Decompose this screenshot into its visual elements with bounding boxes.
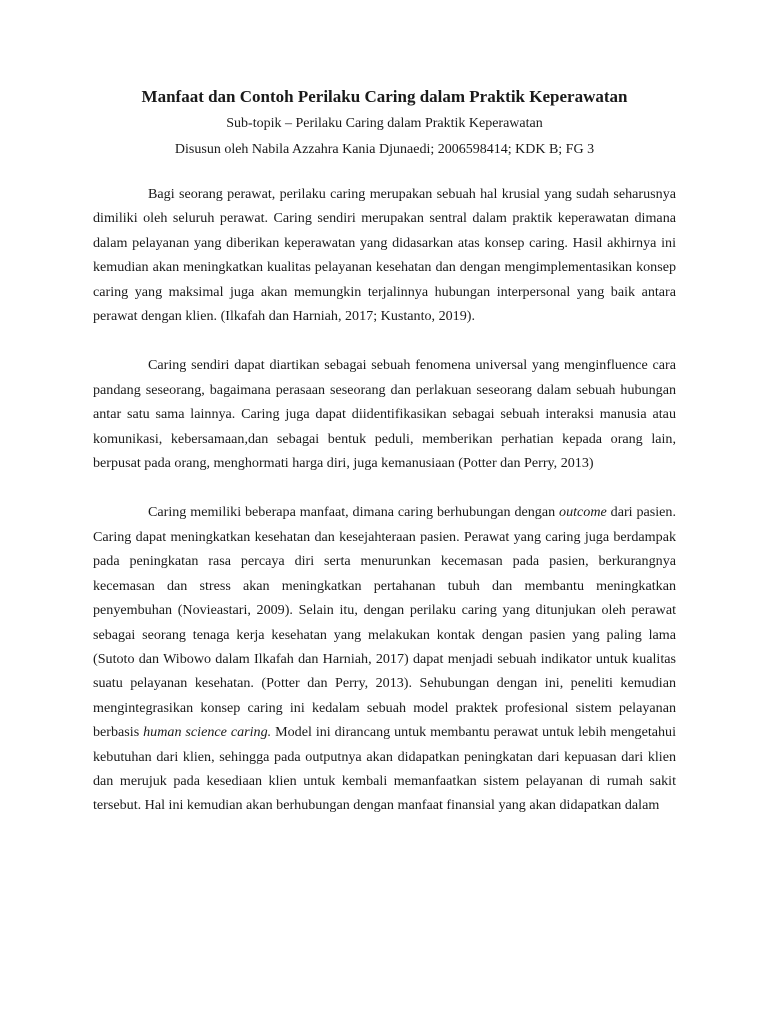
paragraph-3-italic-outcome: outcome <box>559 504 607 521</box>
document-subtitle: Sub-topik – Perilaku Caring dalam Praktik Keperawatan <box>226 116 543 131</box>
paragraph-3 <box>93 500 676 817</box>
paragraph-3-text-part-1: Caring memiliki beberapa manfaat, dimana caring berhubungan dengan <box>148 504 560 521</box>
paragraph-3-text-part-3: Model ini dirancang untuk membantu perawat untuk lebih mengetahui kebutuhan dari klien, sehingga pada outputnya akan didapatkan peningkatan dari kepuasan dari klien dan merujuk pada kesediaan klien untuk kembali memanfaatkan sistem pelayanan di rumah sakit tersebut. Hal ini kemudian akan berhubungan dengan manfaat finansial yang akan didapatkan dalam <box>93 724 677 814</box>
paragraph-1: Bagi seorang perawat, perilaku caring merupakan sebuah hal krusial yang sudah seharusnya dimiliki oleh seluruh perawat. Caring sendiri merupakan sentral dalam praktik keperawatan dimana dalam pelayanan yang diberikan keperawatan yang didasarkan atas konsep caring. Hasil akhirnya ini kemudian akan meningkatkan kualitas pelayanan kesehatan dan dengan mengimplementasikan konsep caring yang maksimal juga akan memungkin terjalinnya hubungan interpersonal yang baik antara perawat dengan klien. (Ilkafah dan Harniah, 2017; Kustanto, 2019). <box>93 186 676 325</box>
author-line: Disusun oleh Nabila Azzahra Kania Djunaedi; 2006598414; KDK B; FG 3 <box>174 142 595 157</box>
paragraph-2: Caring sendiri dapat diartikan sebagai sebuah fenomena universal yang menginfluence cara pandang seseorang, bagaimana perasaan seseorang dan perlakuan seseorang dalam sebuah hubungan antar satu sama lainnya. Caring juga dapat diidentifikasikan sebagai sebuah interaksi manusia atau komunikasi, kebersamaan,dan sebagai bentuk peduli, memberikan perhatian kepada orang lain, berpusat pada orang, menghormati harga diri, juga kemanusiaan (Potter dan Perry, 2013) <box>93 357 676 472</box>
document-title: Manfaat dan Contoh Perilaku Caring dalam Praktik Keperawatan <box>141 87 628 106</box>
paragraph-3-text-part-2: dari pasien. Caring dapat meningkatkan kesehatan dan kesejahteraan pasien. Perawat yang caring juga berdampak pada peningkatan rasa percaya diri serta menurunkan kecemasan pada pasien, berkurangnya kecemasan dan stress akan meningkatkan pertahanan tubuh dan membantu meningkatkan penyembuhan (Novieastari, 2009). Selain itu, dengan perilaku caring yang ditunjukan oleh perawat sebagai seorang tenaga kerja kesehatan yang melakukan kontak dengan pasien yang paling lama (Sutoto dan Wibowo dalam Ilkafah dan Harniah, 2017) dapat menjadi sebuah indikator untuk kualitas suatu pelayanan kesehatan. (Potter dan Perry, 2013). Sehubungan dengan ini, peneliti kemudian mengintegrasikan konsep caring ini kedalam sebuah model praktek profesional sistem pelayanan berbasis <box>93 504 676 741</box>
paragraph-3-italic-human-science-caring: human science caring. <box>143 724 272 741</box>
